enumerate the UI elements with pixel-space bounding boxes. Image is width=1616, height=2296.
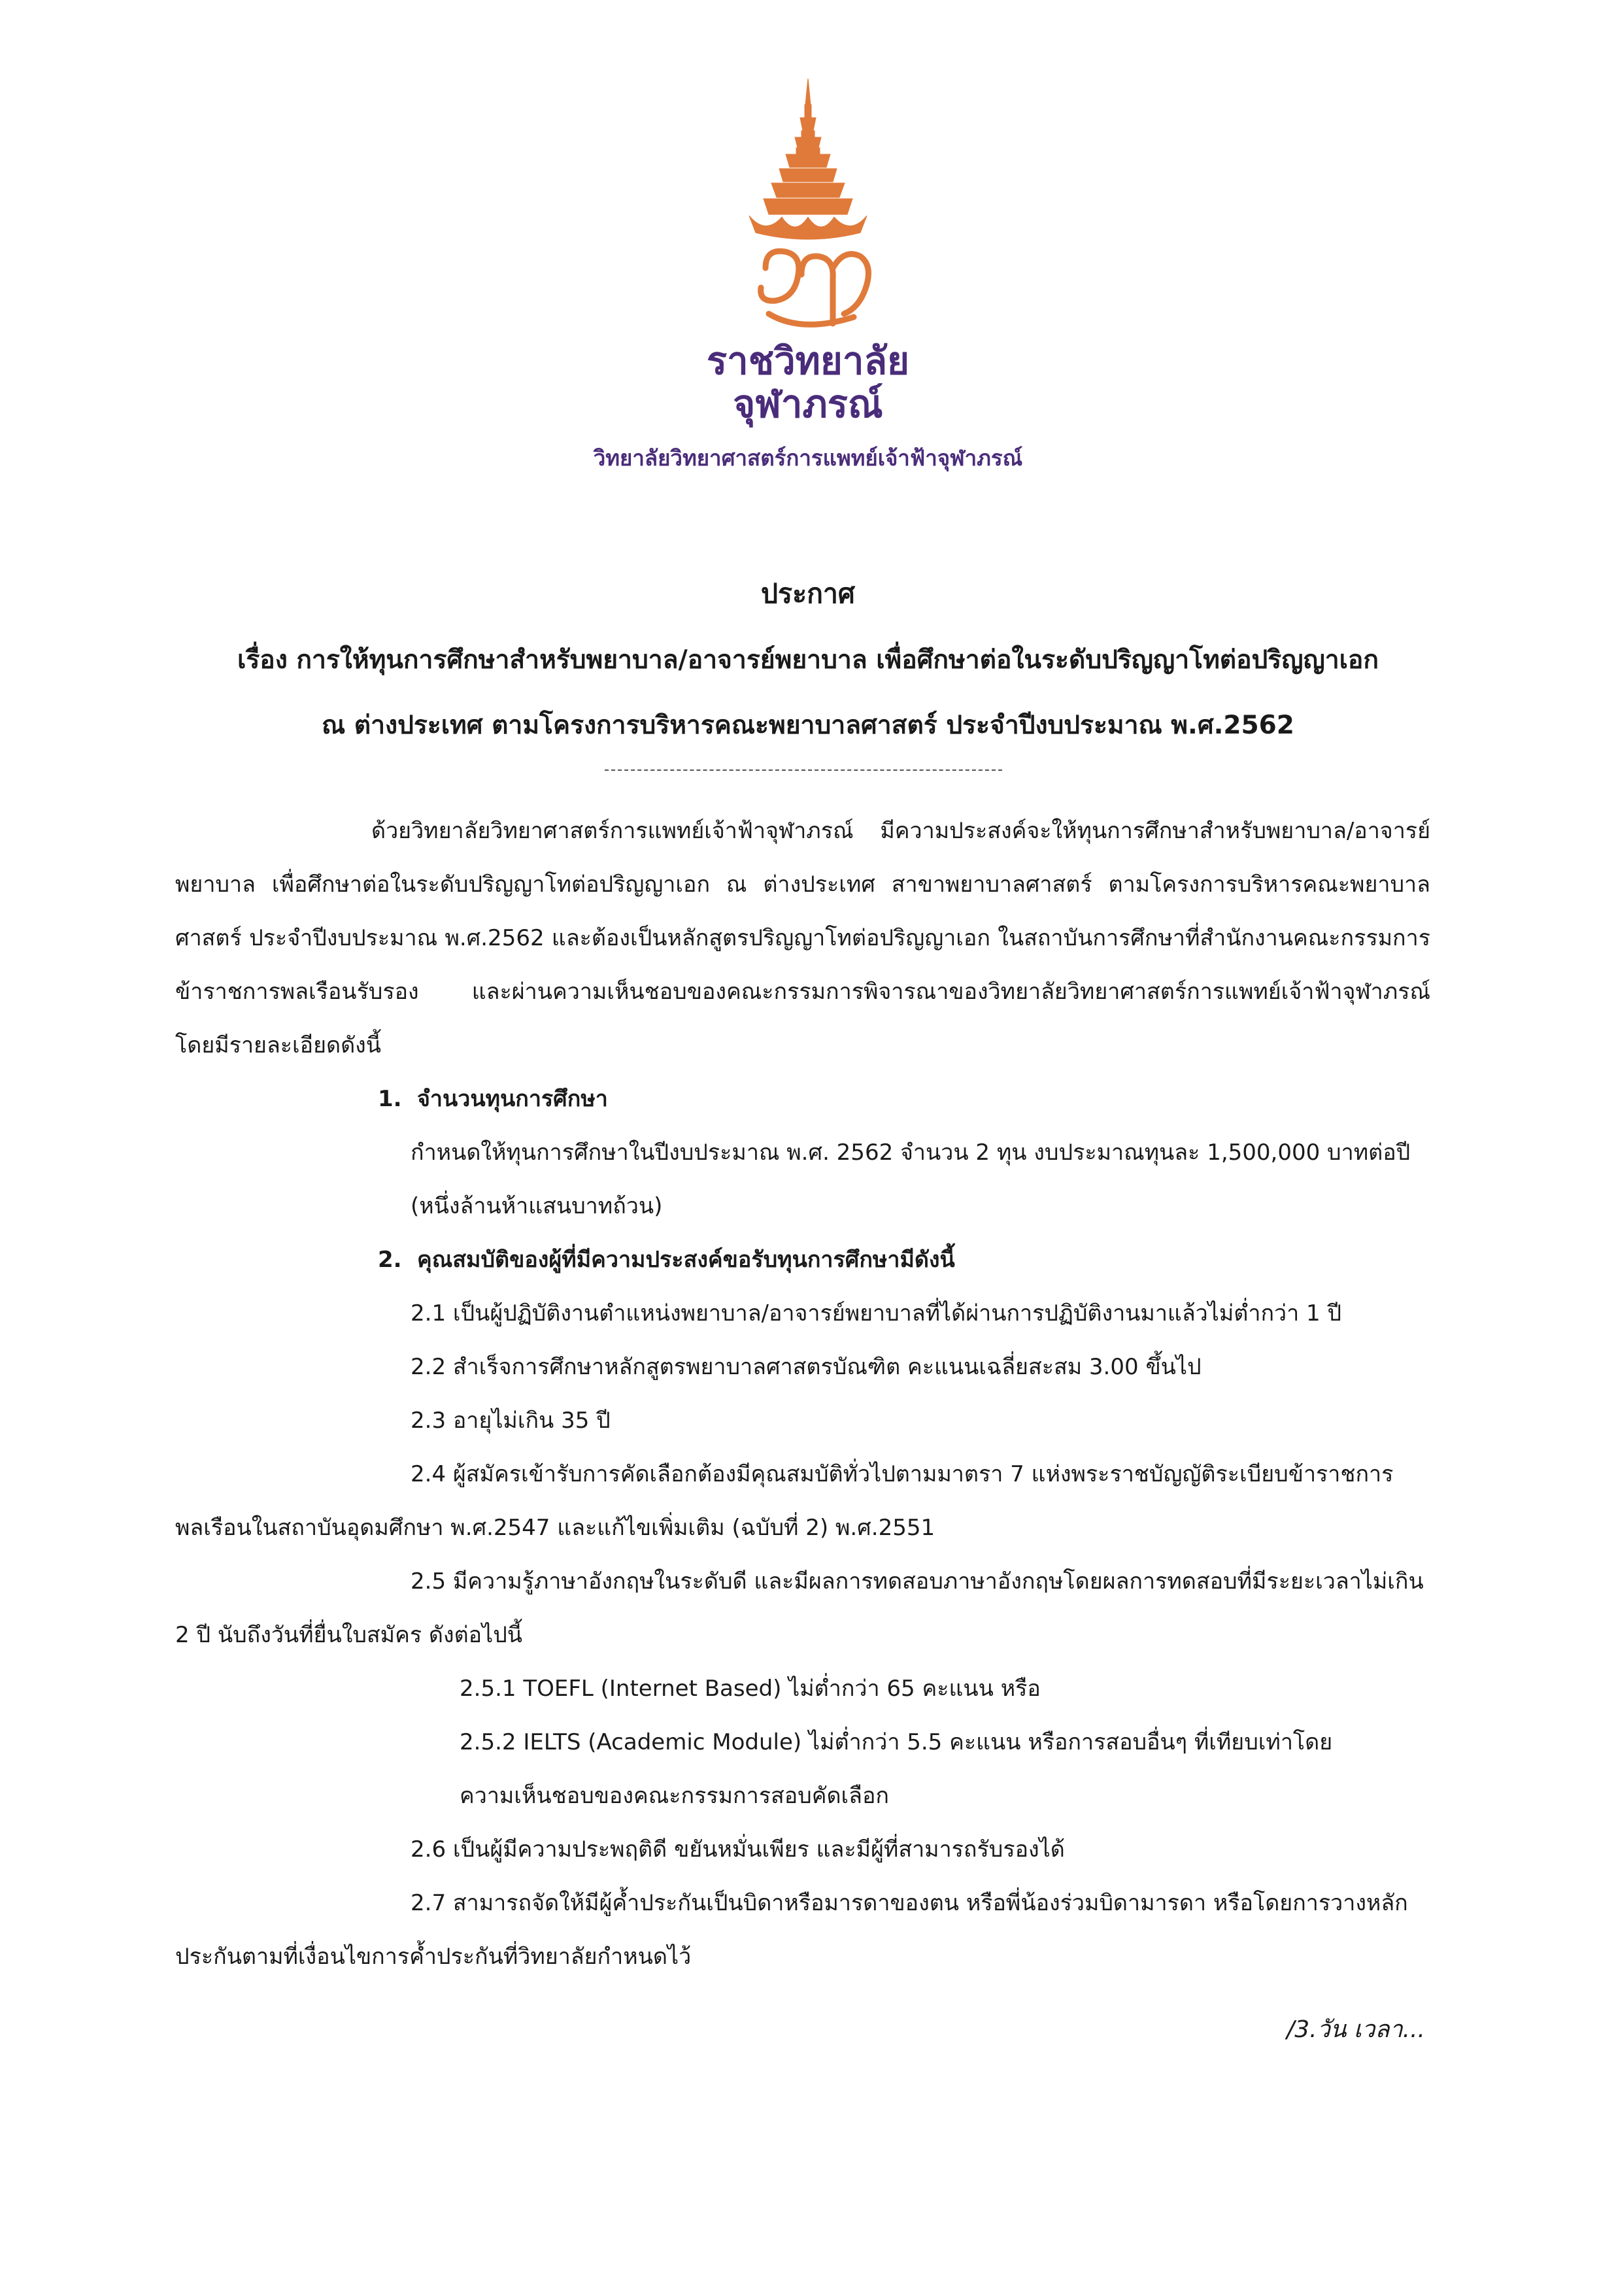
intro-paragraph: ด้วยวิทยาลัยวิทยาศาสตร์การแพทย์เจ้าฟ้าจุฬาภรณ์ มีความประสงค์จะให้ทุนการศึกษาสำหรับพยาบาล/อาจารย์พยาบาล เพื่อศึกษาต่อในระดับปริญญาโทต่อปริญญาเอก ณ ต่างประเทศ สาขาพยาบาลศาสตร์ ตามโครงการบริหารคณะพยาบาลศาสตร์ ประจำปีงบประมาณ พ.ศ.2562 และต้องเป็นหลักสูตรปริญญาโทต่อปริญญาเอก ในสถาบันการศึกษาที่สำนักงานคณะกรรมการข้าราชการพลเรือนรับรอง และผ่านความเห็นชอบของคณะกรรมการพิจารณาของวิทยาลัยวิทยาศาสตร์การแพทย์เจ้าฟ้าจุฬาภรณ์ โดยมีรายละเอียดดังนี้ xyxy=(175,818,1430,1058)
item-2-1: 2.1 เป็นผู้ปฏิบัติงานตำแหน่งพยาบาล/อาจารย์พยาบาลที่ได้ผ่านการปฏิบัติงานมาแล้วไม่ต่ำกว่า 1 ปี xyxy=(411,1300,1342,1326)
section-1-heading xyxy=(378,1072,1430,1126)
item-2-5-2-line-1: 2.5.2 IELTS (Academic Module) ไม่ต่ำกว่า 5.5 คะแนน หรือการสอบอื่นๆ ที่เทียบเท่าโดย xyxy=(460,1729,1333,1755)
spire-crown-logo-icon xyxy=(703,65,913,340)
item-2-5: 2.5 มีความรู้ภาษาอังกฤษในระดับดี และมีผลการทดสอบภาษาอังกฤษโดยผลการทดสอบที่มีระยะเวลาไม่เกิน 2 ปี นับถึงวันที่ยื่นใบสมัคร ดังต่อไปนี้ xyxy=(175,1568,1424,1648)
document-body xyxy=(175,804,1430,1984)
heading-divider xyxy=(605,769,1002,771)
section-2-heading xyxy=(378,1233,1430,1287)
section-1-title: จำนวนทุนการศึกษา xyxy=(417,1086,608,1112)
section-1-line-2: (หนึ่งล้านห้าแสนบาทถ้วน) xyxy=(411,1193,663,1219)
item-2-5-2-line-2: ความเห็นชอบของคณะกรรมการสอบคัดเลือก xyxy=(460,1783,890,1809)
section-1-line-1: กำหนดให้ทุนการศึกษาในปีงบประมาณ พ.ศ. 2562 จำนวน 2 ทุน งบประมาณทุนละ 1,500,000 บาทต่อปี xyxy=(411,1140,1411,1166)
institution-name-line1: ราชวิทยาลัย xyxy=(707,339,909,383)
subject-line-2: ณ ต่างประเทศ ตามโครงการบริหารคณะพยาบาลศาสตร์ ประจำปีงบประมาณ พ.ศ.2562 xyxy=(322,711,1294,740)
section-2-title: คุณสมบัติของผู้ที่มีความประสงค์ขอรับทุนการศึกษามีดังนี้ xyxy=(417,1247,955,1273)
item-2-6: 2.6 เป็นผู้มีความประพฤติดี ขยันหมั่นเพียร และมีผู้ที่สามารถรับรองได้ xyxy=(411,1836,1065,1863)
item-2-7: 2.7 สามารถจัดให้มีผู้ค้ำประกันเป็นบิดาหรือมารดาของตน หรือพี่น้องร่วมบิดามารดา หรือโดยการวางหลักประกันตามที่เงื่อนไขการค้ำประกันที่วิทยาลัยกำหนดไว้ xyxy=(175,1890,1408,1970)
institution-logo-block xyxy=(0,65,1616,475)
section-2-number: 2. xyxy=(378,1247,402,1273)
item-2-4: 2.4 ผู้สมัครเข้ารับการคัดเลือกต้องมีคุณสมบัติทั่วไปตามมาตรา 7 แห่งพระราชบัญญัติระเบียบข้าราชการพลเรือนในสถาบันอุดมศึกษา พ.ศ.2547 และแก้ไขเพิ่มเติม (ฉบับที่ 2) พ.ศ.2551 xyxy=(175,1461,1394,1541)
institution-name-line2: จุฬาภรณ์ xyxy=(733,382,883,426)
item-2-5-1: 2.5.1 TOEFL (Internet Based) ไม่ต่ำกว่า 65 คะแนน หรือ xyxy=(460,1676,1041,1702)
institution-subtitle: วิทยาลัยวิทยาศาสตร์การแพทย์เจ้าฟ้าจุฬาภรณ์ xyxy=(593,445,1023,471)
continued-next-page-note: /3.วัน เวลา... xyxy=(1287,2016,1425,2043)
item-2-2: 2.2 สำเร็จการศึกษาหลักสูตรพยาบาลศาสตรบัณฑิต คะแนนเฉลี่ยสะสม 3.00 ขึ้นไป xyxy=(411,1354,1202,1380)
item-2-3: 2.3 อายุไม่เกิน 35 ปี xyxy=(411,1408,611,1434)
subject-line-1: เรื่อง การให้ทุนการศึกษาสำหรับพยาบาล/อาจารย์พยาบาล เพื่อศึกษาต่อในระดับปริญญาโทต่อปริญญาเอก xyxy=(237,645,1379,675)
announcement-title: ประกาศ xyxy=(761,578,855,609)
section-1-number: 1. xyxy=(378,1086,402,1112)
announcement-subject xyxy=(78,628,1538,758)
